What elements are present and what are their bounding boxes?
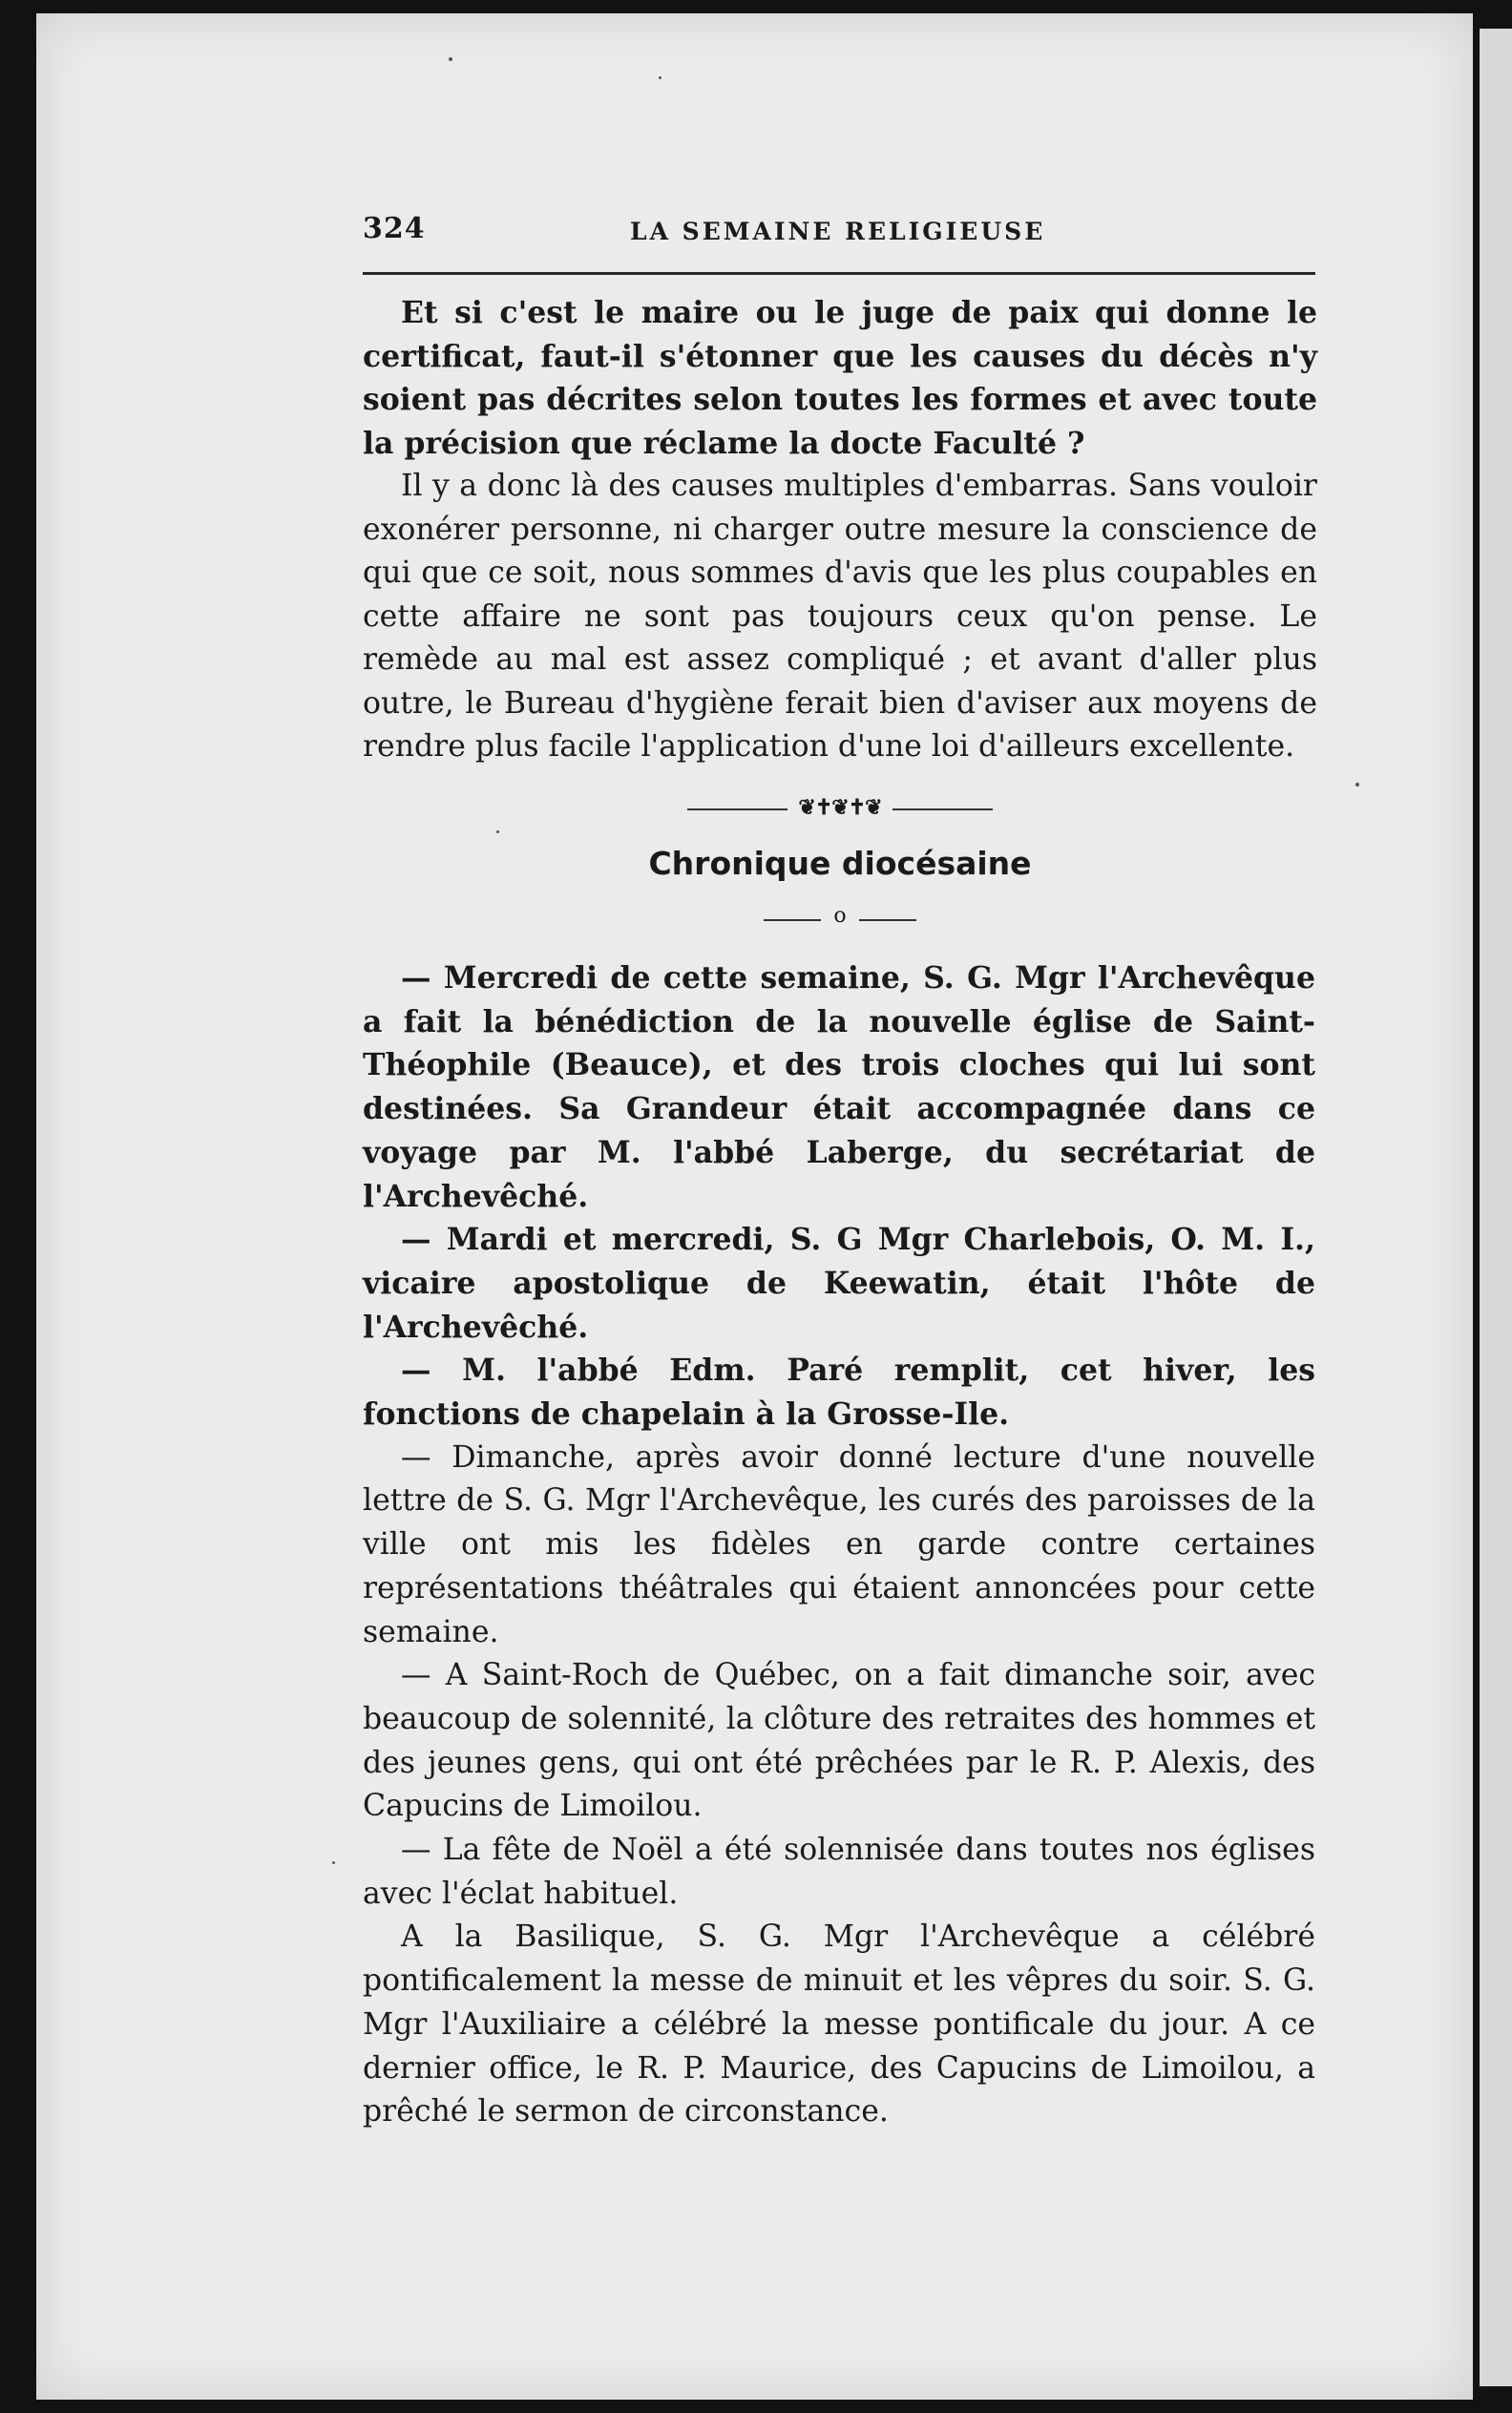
sub-separator-line-left bbox=[764, 919, 821, 921]
scan-speck bbox=[496, 830, 499, 833]
scan-speck bbox=[659, 76, 662, 79]
sub-separator-line-right bbox=[859, 919, 916, 921]
sub-separator bbox=[764, 904, 916, 929]
running-head: LA SEMAINE RELIGIEUSE bbox=[630, 218, 1046, 245]
chronique-paragraph-6: — La fête de Noël a été solennisée dans toutes nos églises avec l'éclat habituel. bbox=[363, 1833, 1315, 1911]
page-number: 324 bbox=[363, 212, 426, 245]
scan-speck bbox=[449, 57, 452, 61]
ornamental-separator bbox=[687, 795, 993, 824]
separator-line-left bbox=[687, 808, 788, 810]
chronique-paragraph-7: A la Basilique, S. G. Mgr l'Archevêque a célébré pontificalement la messe de minuit et les vêpres du soir. S. G. Mgr l'Auxiliaire a célébré la messe pontificale du jour. A ce dernier office, le R. P. Maurice, des Capucins de Limoilou, a prêché le sermon de circonstance. bbox=[363, 1920, 1315, 2130]
scan-speck bbox=[1355, 783, 1359, 787]
chronique-paragraph-3: — M. l'abbé Edm. Paré remplit, cet hiver, les fonctions de chapelain à la Grosse-Ile. bbox=[363, 1353, 1315, 1433]
header-rule bbox=[363, 272, 1315, 275]
intro-text bbox=[363, 291, 1317, 769]
scan-speck bbox=[332, 1861, 335, 1864]
intro-paragraph-2: Il y a donc là des causes multiples d'embarras. Sans vouloir exonérer personne, ni charger outre mesure la conscience de qui que ce soit, nous sommes d'avis que les plus coupables en cette affaire ne sont pas toujours ceux qu'on pense. Le remède au mal est assez compliqué ; et avant d'aller plus outre, le Bureau d'hygiène ferait bien d'aviser aux moyens de rendre plus facile l'application d'une loi d'ailleurs excellente. bbox=[363, 469, 1317, 764]
sub-separator-mark: o bbox=[833, 904, 847, 928]
chronique-paragraph-4: — Dimanche, après avoir donné lecture d'une nouvelle lettre de S. G. Mgr l'Archevêque, les curés des paroisses de la ville ont mis les fidèles en garde contre certaines représentations théâtrales qui étaient annoncées pour cette semaine. bbox=[363, 1439, 1315, 1649]
chronique-paragraph-2: — Mardi et mercredi, S. G Mgr Charlebois, O. M. I., vicaire apostolique de Keewatin, était l'hôte de l'Archevêché. bbox=[363, 1222, 1315, 1345]
chronique-paragraph-1: — Mercredi de cette semaine, S. G. Mgr l'Archevêque a fait la bénédiction de la nouvelle église de Saint-Théophile (Beauce), et des trois cloches qui lui sont destinées. Sa Grandeur était accompagnée dans ce voyage par M. l'abbé Laberge, du secrétariat de l'Archevêché. bbox=[363, 960, 1315, 1214]
separator-line-right bbox=[892, 808, 993, 810]
section-title: Chronique diocésaine bbox=[648, 845, 1032, 882]
adjacent-page-edge bbox=[1480, 29, 1512, 2386]
chronique-paragraph-5: — A Saint-Roch de Québec, on a fait dimanche soir, avec beaucoup de solennité, la clôture des retraites des hommes et des jeunes gens, qui ont été prêchées par le R. P. Alexis, des Capucins de Limoilou. bbox=[363, 1658, 1315, 1824]
separator-ornament: ❦✝❦✝❦ bbox=[798, 795, 882, 820]
intro-paragraph-1: Et si c'est le maire ou le juge de paix qui donne le certificat, faut-il s'étonner que les causes du décès n'y soient pas décrites selon toutes les formes et avec toute la précision que réclame la docte Faculté ? bbox=[363, 295, 1317, 461]
page-header bbox=[363, 212, 1315, 260]
chronique-text bbox=[363, 956, 1315, 2134]
